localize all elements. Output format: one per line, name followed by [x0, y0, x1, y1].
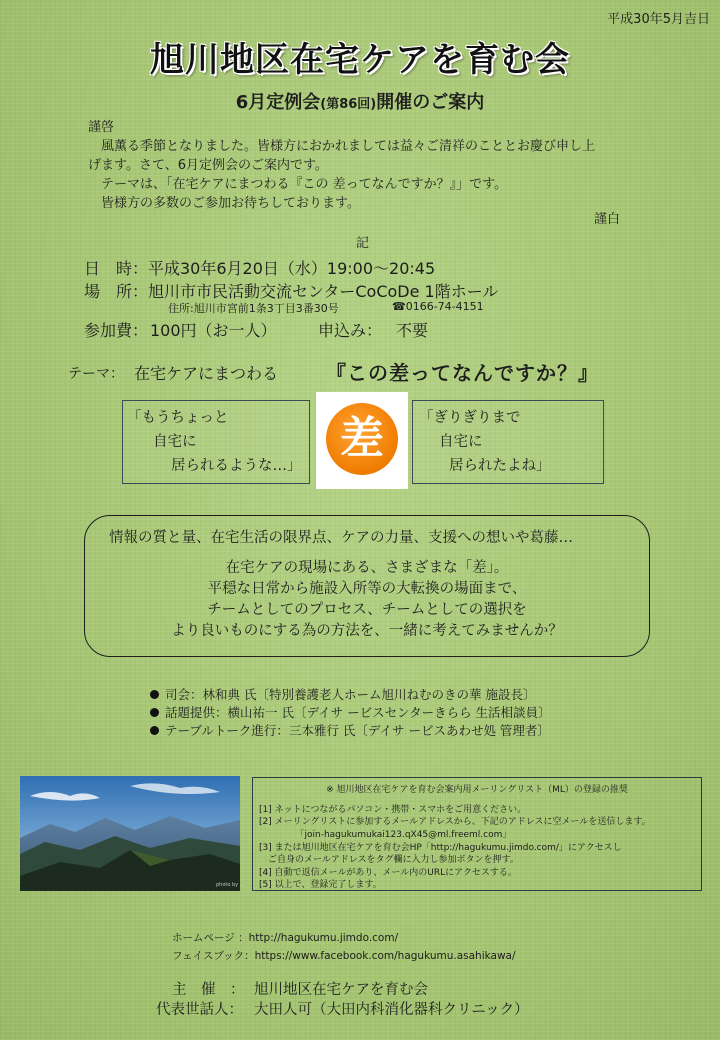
theme-title: 『この差ってなんですか？』 — [326, 361, 599, 385]
letter-line: テーマは、「在宅ケアにまつわる『この 差ってなんですか？』」です。 — [101, 177, 508, 192]
difference-circle — [326, 403, 398, 475]
subtitle-tail: 開催のご案内 — [376, 92, 485, 113]
letter-opening: 謹啓 — [88, 120, 115, 135]
letter-line: 皆様方の多数のご参加お待ちしております。 — [101, 196, 360, 211]
organizer-label: 主 催 ： — [172, 982, 245, 998]
homepage-label: ホームページ ： — [172, 932, 249, 944]
apply-label: 申込み： — [318, 321, 383, 340]
letter-line: 風薫る季節となりました。皆様方におかれましては益々ご清祥のこととお慶び申し上 — [101, 139, 596, 154]
mailing-list-step: [1] ネットにつながるパソコン・携帯・スマホをご用意ください。 — [259, 805, 527, 815]
theme-prefix: 在宅ケアにまつわる — [134, 364, 279, 383]
quote-box-left — [122, 400, 310, 484]
mailing-list-step: [5] 以上で、登録完了します。 — [259, 880, 382, 890]
ki-marker: 記 — [356, 236, 370, 251]
facebook-line — [172, 948, 516, 963]
photo-caption: photo by ... — [216, 882, 245, 888]
quote-line: 居られたよね」 — [449, 458, 551, 474]
representative-label: 代表世話人： — [156, 1002, 243, 1018]
bullet-icon — [150, 690, 159, 699]
organizer-value: 旭川地区在宅ケアを育む会 — [254, 982, 428, 998]
homepage-line — [172, 930, 398, 945]
theme-label: テーマ： — [68, 366, 124, 382]
difference-char: 差 — [340, 413, 384, 464]
description-line: 在宅ケアの現場にある、さまざまな「差」。 — [225, 560, 509, 576]
person-facilitator: テーブルトーク進行：三本雅行 氏〔デイサ ービスあわせ処 管理者〕 — [150, 721, 550, 739]
description-line: 平穏な日常から施設入所等の大転換の場面まで、 — [207, 581, 527, 597]
telephone: ☎0166-74-4151 — [392, 300, 484, 313]
description-intro: 情報の質と量、在宅生活の限界点、ケアの力量、支援への想いや葛藤… — [109, 530, 573, 546]
fee-label: 参加費： — [84, 321, 149, 340]
mailing-list-step: [2] メーリングリストに参加するメールアドレスから、下記のアドレスに空メールを送信します。 — [259, 817, 651, 827]
homepage-link[interactable]: http://hagukumu.jimdo.com/ — [248, 932, 399, 944]
subtitle-session: (第86回) — [320, 97, 377, 112]
quote-line: 居られるような…」 — [171, 458, 302, 474]
difference-emblem — [316, 392, 408, 489]
mountain-photo — [20, 776, 245, 891]
description-box — [84, 515, 650, 657]
bullet-icon — [150, 708, 159, 717]
representative-value: 大田人可（大田内科消化器科クリニック） — [254, 1002, 529, 1018]
fee-value: 100円（お一人） — [150, 321, 277, 340]
issue-date: 平成30年5月吉日 — [607, 12, 710, 27]
quote-line: 「ぎりぎりまで — [419, 410, 521, 426]
address: 住所:旭川市宮前1条3丁目3番30号 — [168, 302, 339, 315]
subtitle-main: 6月定例会 — [235, 92, 321, 113]
datetime-value: 平成30年6月20日（水）19:00～20:45 — [148, 259, 436, 278]
bullet-icon — [150, 726, 159, 735]
place-value: 旭川市市民活動交流センターCoCoDe 1階ホール — [148, 282, 499, 301]
mailing-list-step: ご自身のメールアドレスをタグ欄に入力し参加ボタンを押す。 — [259, 855, 519, 865]
quote-line: 自宅に — [439, 434, 483, 450]
page-title: 旭川地区在宅ケアを育む会 — [150, 40, 570, 80]
person-emcee: 司会：林和典 氏〔特別養護老人ホーム旭川ねむのきの華 施設長〕 — [150, 685, 535, 703]
place-label: 場 所： — [84, 282, 149, 301]
description-line: チームとしてのプロセス、チームとしての選択を — [207, 602, 527, 618]
datetime-label: 日 時： — [84, 259, 149, 278]
mailing-list-address[interactable]: 「join-hagukumukai123.qX45@ml.freeml.com」 — [291, 830, 512, 840]
mailing-list-box — [252, 777, 702, 891]
quote-line: 自宅に — [153, 434, 197, 450]
letter-line: げます。さて、6月定例会のご案内です。 — [88, 158, 328, 173]
mailing-list-title: ※ 旭川地区在宅ケアを育む会案内用メーリングリスト（ML）の登録の推奨 — [326, 785, 628, 795]
person-speaker: 話題提供：横山祐一 氏〔デイサ ービスセンターきらら 生活相談員〕 — [150, 703, 551, 721]
mailing-list-step: [3] または旭川地区在宅ケアを育む会HP「http://hagukumu.jimdo.com/」にアクセスし — [259, 843, 622, 853]
page-subtitle — [0, 88, 720, 114]
facebook-link[interactable]: https://www.facebook.com/hagukumu.asahikawa/ — [254, 950, 516, 962]
quote-line: 「もうちょっと — [127, 410, 229, 426]
apply-value: 不要 — [396, 321, 429, 340]
letter-closing: 謹白 — [594, 212, 621, 227]
quote-box-right — [412, 400, 604, 484]
mailing-list-step: [4] 自動で返信メールがあり、メール内のURLにアクセスする。 — [259, 868, 517, 878]
facebook-label: フェイスブック： — [172, 950, 255, 962]
letter-body — [88, 137, 628, 213]
description-line: より良いものにする為の方法を、一緒に考えてみませんか？ — [171, 623, 563, 639]
